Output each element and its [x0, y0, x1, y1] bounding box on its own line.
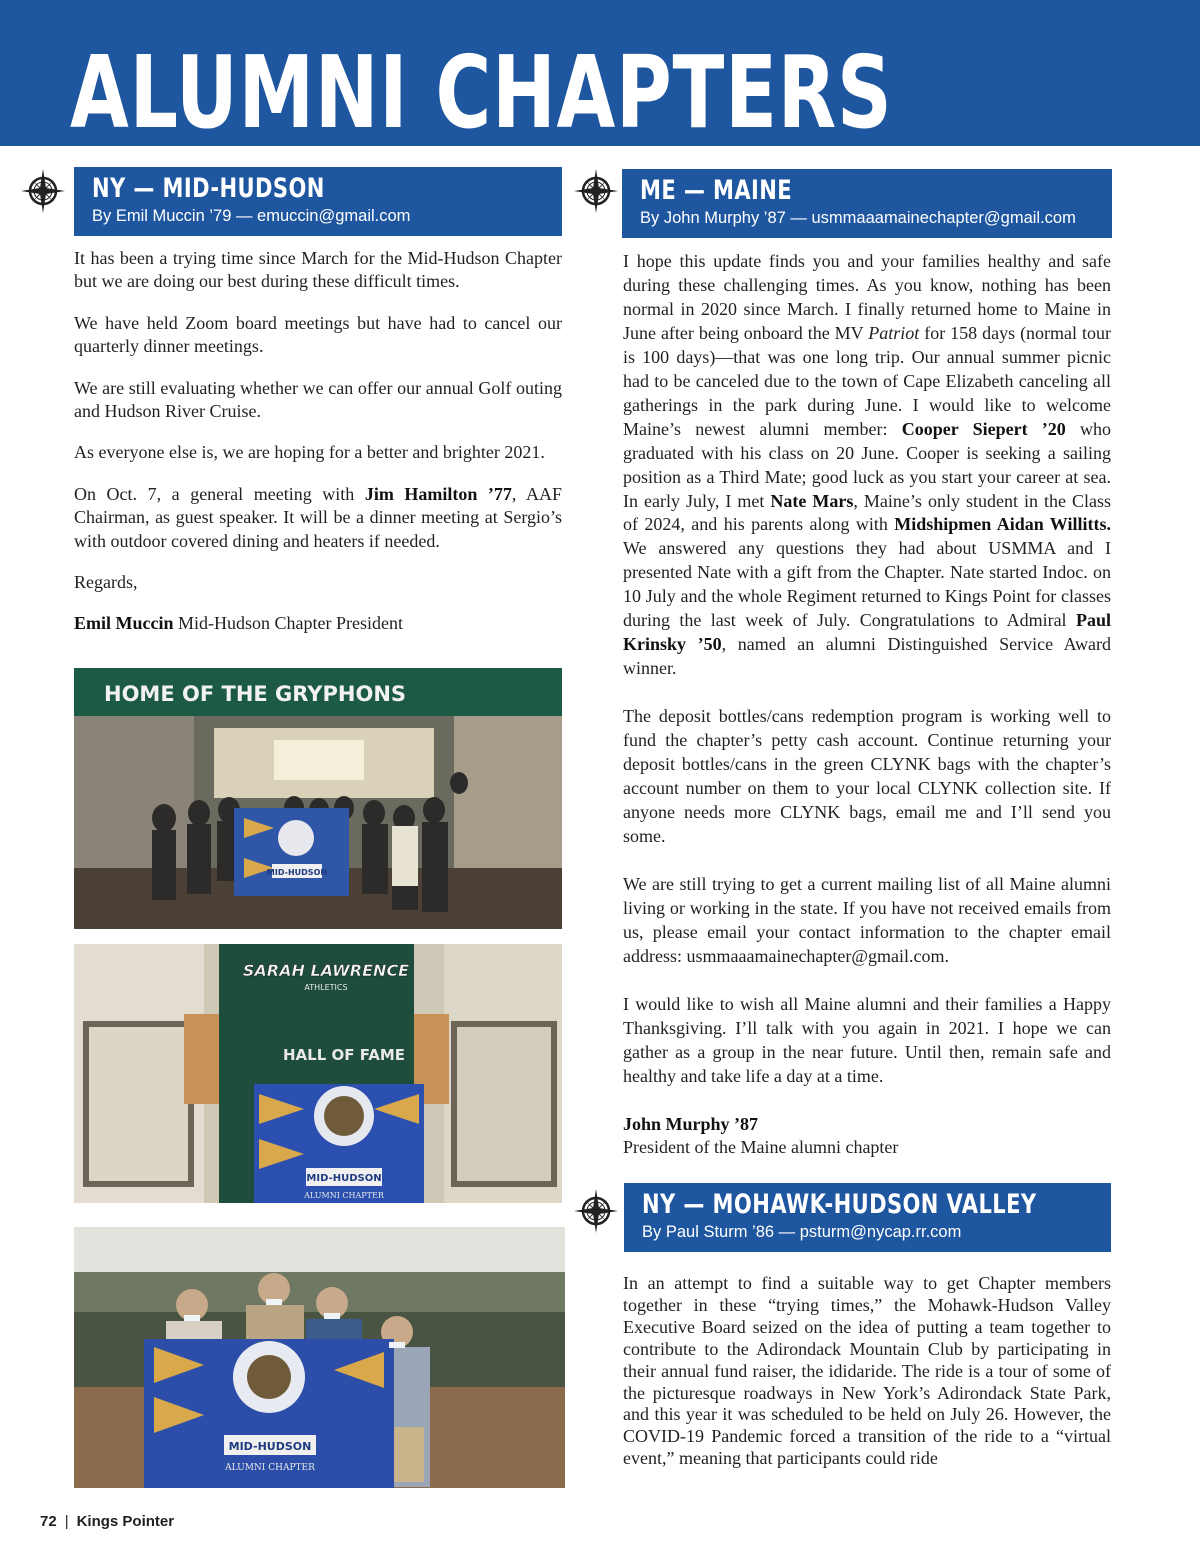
paragraph: It has been a trying time since March for the Mid-Hudson Chapter but we are doing our best during these difficult times. — [74, 248, 562, 292]
mohawk-hudson-article — [623, 1273, 1111, 1473]
paragraph — [74, 483, 562, 553]
photo-sign-text: ATHLETICS — [304, 983, 348, 992]
chapter-name: NY — MOHAWK-HUDSON VALLEY — [642, 1189, 1037, 1220]
paragraph: I would like to wish all Maine alumni and their families a Happy Thanksgiving. I’ll talk with you again in 2021. I hope we can gather as a group in the near future. Until then, remain safe and healthy and take life a day at a time. — [623, 993, 1111, 1086]
paragraph — [623, 250, 1111, 681]
mid-hudson-article — [74, 247, 562, 636]
page-title: ALUMNI CHAPTERS — [70, 34, 893, 151]
photo-flag-text: ALUMNI CHAPTER — [225, 1463, 315, 1473]
paragraph: In an attempt to find a suitable way to get Chapter members together in these “trying times,” the Mohawk-Hudson Valley Executive Board seized on the idea of putting a team together to contribute to the Adirondack Mountain Club by participating in their annual fund raiser, the ididaride. The ride is a tour of some of the picturesque roadways in New York’s Adirondack State Park, and this year it was scheduled to be held on July 26. However, the COVID-19 Pandemic forced a transition of the ride to a “virtual event,” meaning that participants could ride — [623, 1273, 1111, 1469]
chapter-name: ME — MAINE — [640, 175, 793, 206]
person-name: Jim Hamilton ’77 — [364, 483, 512, 504]
text-run: for 158 days (normal tour is 100 days)—that was one long trip. Our annual summer picnic had to be canceled due to the town of Cape Elizabeth canceling all gatherings in the park during June. I would like to welcome Maine’s newest alumni member: — [623, 322, 1111, 439]
signature-title: President of the Maine alumni chapter — [623, 1137, 899, 1158]
compass-rose-icon — [20, 168, 66, 214]
text-run: who graduated with his class on 20 June. Cooper is seeking a sailing position as a Third Mate; good luck as you start your career at sea. In early July, I met — [623, 418, 1111, 511]
paragraph: We are still evaluating whether we can offer our annual Golf outing and Hudson River Cruise. — [74, 377, 562, 422]
paragraph: The deposit bottles/cans redemption program is working well to fund the chapter’s petty cash account. Continue returning your deposit bottles/cans in the green CLYNK bags with the chapter’s account number on them to your local CLYNK collection site. If anyone needs more CLYNK bags, email me and I’ll send you some. — [623, 706, 1111, 846]
maine-article — [623, 250, 1111, 1160]
person-name: Nate Mars — [770, 490, 854, 511]
photo-flag-text: MID-HUDSON — [228, 1440, 312, 1453]
text-run: , AAF Chairman, as guest speaker. It will be a dinner meeting at Sergio’s with outdoor covered dining and heaters if needed. — [74, 483, 562, 551]
signature-title: Mid-Hudson Chapter President — [173, 613, 403, 634]
text-run: I hope this update finds you and your families healthy and safe during these challenging times. As you know, nothing has been normal in 2020 since March. I finally returned home to Maine in June after being onboard the MV — [623, 251, 1111, 343]
footer-separator: | — [64, 1513, 69, 1530]
photo-sign-text: SARAH LAWRENCE — [242, 961, 410, 980]
photo-flag-text: ALUMNI CHAPTER — [304, 1191, 384, 1200]
page-footer — [40, 1513, 174, 1530]
compass-rose-icon — [573, 1188, 619, 1234]
text-run: , named an alumni Distinguished Service Award winner. — [623, 634, 1112, 679]
photo-flag-text: MID-HUDSON — [266, 868, 328, 877]
mohawk-hudson-header — [624, 1183, 1111, 1252]
person-name: Paul Krinsky ’50 — [623, 610, 1111, 655]
page-number: 72 — [40, 1513, 57, 1530]
photo-flag-text: MID-HUDSON — [306, 1173, 382, 1184]
signature — [74, 612, 562, 635]
chapter-byline: By Emil Muccin ’79 — emuccin@gmail.com — [92, 207, 411, 225]
signature-name-text: John Murphy ’87 — [623, 1113, 759, 1134]
person-name: Midshipmen Aidan Willitts. — [894, 514, 1111, 535]
publication-name: Kings Pointer — [76, 1513, 175, 1530]
photo-sign-text: HOME OF THE GRYPHONS — [104, 682, 407, 706]
signature-name: Emil Muccin — [74, 613, 174, 634]
maine-header — [622, 169, 1112, 238]
text-run: We answered any questions they had about USMMA and I presented Nate with a gift from the Chapter. Nate started Indoc. on 10 July and the whole Regiment returned to Kings Point for classes during the last week of July. Congratulations to Admiral — [623, 538, 1111, 631]
paragraph: We have held Zoom board meetings but have had to cancel our quarterly dinner meetings. — [74, 312, 562, 357]
photo-group-gryphons — [74, 668, 562, 929]
paragraph: Regards, — [74, 572, 138, 593]
photo-sign-text: HALL OF FAME — [282, 1046, 406, 1064]
photo-hall-of-fame-flag — [74, 944, 562, 1203]
compass-rose-icon — [573, 168, 619, 214]
mid-hudson-header — [74, 167, 562, 236]
text-run: On Oct. 7, a general meeting with — [74, 483, 365, 504]
paragraph: We are still trying to get a current mailing list of all Maine alumni living or working in the state. If you have not received emails from us, please email your contact information to the chapter email address: usmmaaamainechapter@gmail.com. — [623, 873, 1111, 966]
signature-name — [623, 1113, 1111, 1137]
photo-members-holding-flag — [74, 1227, 565, 1488]
ship-name: Patriot — [868, 322, 920, 343]
text-run: , Maine’s only student in the Class of 2024, and his parents along with — [623, 490, 1112, 535]
paragraph: As everyone else is, we are hoping for a better and brighter 2021. — [74, 442, 545, 463]
chapter-byline: By John Murphy ’87 — usmmaaamainechapter@gmail.com — [640, 209, 1076, 227]
chapter-byline: By Paul Sturm ’86 — psturm@nycap.rr.com — [642, 1223, 962, 1241]
person-name: Cooper Siepert ’20 — [901, 418, 1066, 439]
chapter-name: NY — MID-HUDSON — [92, 173, 325, 204]
